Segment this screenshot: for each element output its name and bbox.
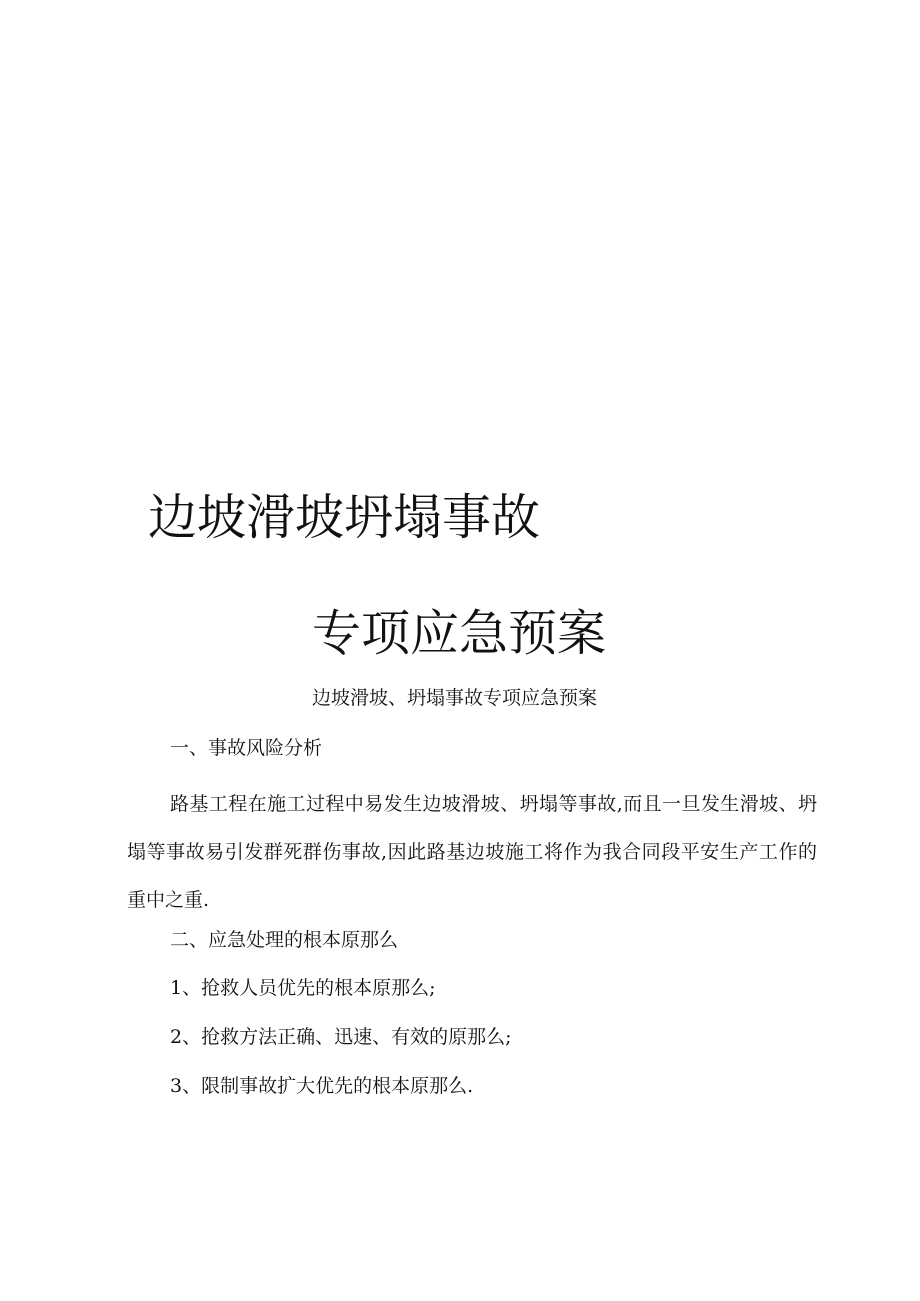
- document-title-line1: 边坡滑坡坍塌事故: [148, 489, 541, 546]
- principle-item-1: 1、抢救人员优先的根本原那么;: [170, 977, 436, 999]
- document-subtitle: 边坡滑坡、坍塌事故专项应急预案: [312, 687, 598, 709]
- principle-item-3: 3、限制事故扩大优先的根本原那么.: [170, 1075, 474, 1097]
- section-heading-risk-analysis: 一、事故风险分析: [170, 737, 323, 759]
- section-heading-principles: 二、应急处理的根本原那么: [170, 929, 399, 951]
- risk-analysis-paragraph: 路基工程在施工过程中易发生边坡滑坡、坍塌等事故,而且一旦发生滑坡、坍塌等事故易引发群死群伤事故,因此路基边坡施工将作为我合同段平安生产工作的重中之重.: [127, 793, 817, 911]
- principle-item-2: 2、抢救方法正确、迅速、有效的原那么;: [170, 1026, 512, 1048]
- document-title-line2: 专项应急预案: [312, 605, 607, 662]
